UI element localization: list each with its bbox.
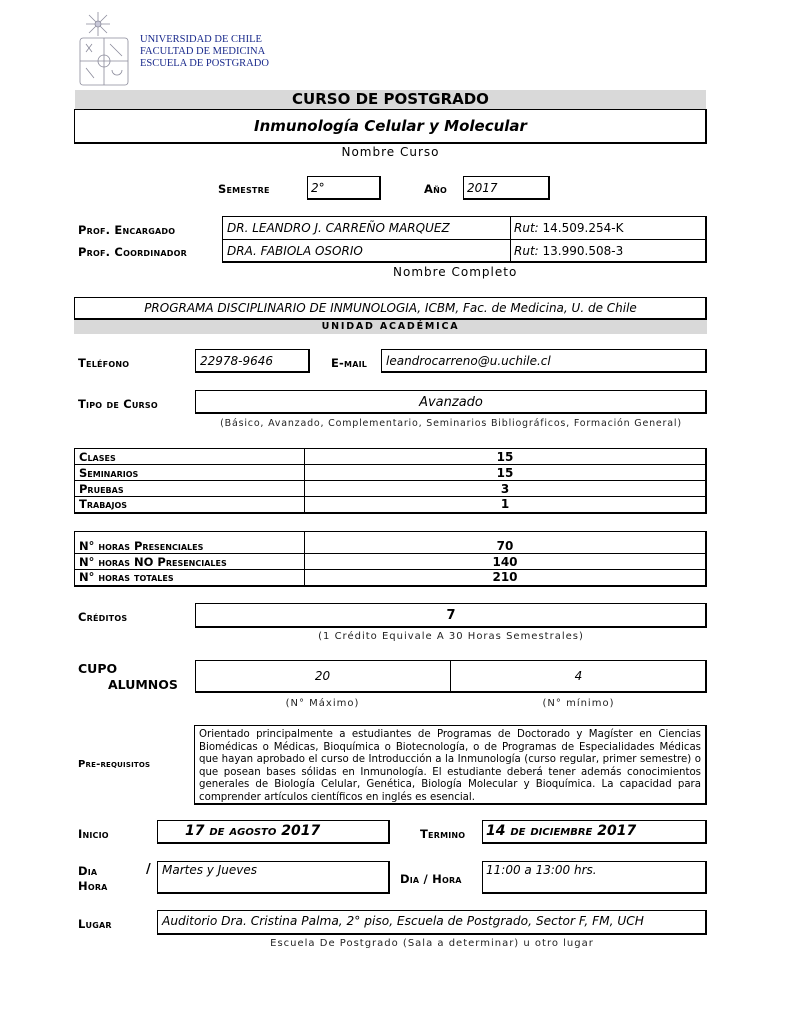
prof-encargado-label: Prof. Encargado <box>78 223 176 237</box>
email-label: E-mail <box>331 356 368 370</box>
cupo-max-caption: (N° Máximo) <box>285 698 360 709</box>
email-value: leandrocarreno@u.uchile.cl <box>386 354 551 368</box>
inicio-label: Inicio <box>78 827 109 841</box>
institution-line-faculty: FACULTAD DE MEDICINA <box>140 46 266 57</box>
unidad-value: PROGRAMA DISCIPLINARIO DE INMUNOLOGIA, ICBM, Fac. de Medicina, U. de Chile <box>144 301 637 315</box>
rut-value: 13.990.508-3 <box>542 244 624 258</box>
activity-label: Clases <box>75 449 305 465</box>
table-row <box>75 532 707 554</box>
professors-row-divider <box>222 239 707 240</box>
hours-value[interactable]: 140 <box>305 554 707 570</box>
prerequisitos-label: Pre-requisitos <box>78 759 151 770</box>
activity-label: Trabajos <box>75 497 305 513</box>
tipo-curso-caption: (Básico, Avanzado, Complementario, Seminarios Bibliográficos, Formación General) <box>220 418 682 429</box>
table-row <box>75 465 707 481</box>
telefono-value: 22978-9646 <box>200 354 274 368</box>
hours-label: N° horas NO Presenciales <box>75 554 305 570</box>
table-row <box>75 497 707 513</box>
termino-label: Termino <box>420 827 466 841</box>
semestre-value: 2° <box>311 181 325 195</box>
professors-col-divider <box>510 216 511 263</box>
hours-label: N° horas totales <box>75 570 305 586</box>
cupo-min-caption: (N° mínimo) <box>542 698 615 709</box>
table-row <box>75 554 707 570</box>
institution-name <box>140 34 269 70</box>
prof-encargado-name[interactable]: DR. LEANDRO J. CARREÑO MARQUEZ <box>227 221 450 235</box>
hours-value[interactable]: 210 <box>305 570 707 586</box>
inicio-month: de agosto <box>209 823 277 839</box>
table-row <box>75 449 707 465</box>
cupo-max-value[interactable]: 20 <box>314 669 331 683</box>
form-title: CURSO DE POSTGRADO <box>292 90 489 108</box>
dia-label-line2: Hora <box>78 879 108 893</box>
institution-line-university: UNIVERSIDAD DE CHILE <box>140 34 262 45</box>
telefono-label: Teléfono <box>78 356 130 370</box>
prof-coordinador-label: Prof. Coordinador <box>78 245 187 259</box>
activity-value[interactable]: 3 <box>305 481 707 497</box>
inicio-value <box>185 823 320 839</box>
course-name-caption: Nombre Curso <box>341 145 440 159</box>
termino-value <box>486 823 636 839</box>
table-row <box>75 570 707 586</box>
dia-label-line1: Dia <box>78 864 98 878</box>
hours-table <box>74 531 707 587</box>
rut-label: Rut: <box>514 221 539 235</box>
prerequisitos-field[interactable] <box>194 725 707 805</box>
termino-year: 2017 <box>597 823 637 839</box>
activities-table <box>74 448 707 514</box>
termino-month: de diciembre <box>510 823 593 839</box>
creditos-label: Créditos <box>78 610 128 624</box>
dia-value: Martes y Jueves <box>162 863 257 877</box>
creditos-caption: (1 Crédito Equivale A 30 Horas Semestrales) <box>318 631 584 642</box>
hours-label: N° horas Presenciales <box>75 532 305 554</box>
hours-value[interactable]: 70 <box>305 532 707 554</box>
lugar-caption: Escuela De Postgrado (Sala a determinar) u otro lugar <box>270 938 594 949</box>
diahora-label: Dia / Hora <box>400 872 462 886</box>
lugar-value: Auditorio Dra. Cristina Palma, 2° piso, Escuela de Postgrado, Sector F, FM, UCH <box>162 914 644 928</box>
professors-caption: Nombre Completo <box>393 265 518 279</box>
inicio-year: 2017 <box>281 823 321 839</box>
creditos-value: 7 <box>446 608 456 623</box>
lugar-label: Lugar <box>78 917 112 931</box>
prof-coordinador-rut[interactable] <box>514 244 623 258</box>
termino-day: 14 <box>486 823 506 839</box>
table-row <box>75 481 707 497</box>
activity-value[interactable]: 15 <box>305 449 707 465</box>
unidad-caption: UNIDAD ACADÉMICA <box>321 321 460 332</box>
university-crest-icon <box>78 10 130 88</box>
inicio-day: 17 <box>185 823 205 839</box>
cupo-label-line2: ALUMNOS <box>108 677 178 692</box>
prof-coordinador-name[interactable]: DRA. FABIOLA OSORIO <box>227 244 363 258</box>
cupo-label <box>78 661 178 693</box>
rut-value: 14.509.254-K <box>542 221 624 235</box>
activity-label: Pruebas <box>75 481 305 497</box>
cupo-label-line1: CUPO <box>78 661 118 676</box>
tipo-curso-value: Avanzado <box>419 395 483 410</box>
course-name: Inmunología Celular y Molecular <box>254 117 527 135</box>
prof-encargado-rut[interactable] <box>514 221 623 235</box>
hora-value: 11:00 a 13:00 hrs. <box>486 863 597 877</box>
activity-value[interactable]: 1 <box>305 497 707 513</box>
cupo-min-value[interactable]: 4 <box>574 669 583 683</box>
dia-label-slash: / <box>146 862 151 877</box>
activity-value[interactable]: 15 <box>305 465 707 481</box>
semestre-label: Semestre <box>218 182 270 196</box>
rut-label: Rut: <box>514 244 539 258</box>
activity-label: Seminarios <box>75 465 305 481</box>
institution-line-school: ESCUELA DE POSTGRADO <box>140 58 269 69</box>
anio-value: 2017 <box>467 181 498 195</box>
anio-label: Año <box>424 182 447 196</box>
prerequisitos-text: Orientado principalmente a estudiantes de Programas de Doctorado y Magíster en Ciencias Biomédicas o Médicas, Bioquímica o Biotecnología, o de Programas de Especialidades Médicas que hayan aprobado el curso de Introducción a la Inmunología (curso regular, primer semestre) o que posean bases sólidas en Inmunología. El estudiante deberá tener además conocimientos generales de Biología Celular, Genética, Biología Molecular y Bioquímica. La capacidad para comprender artículos científicos en inglés es esencial. <box>199 729 701 803</box>
tipo-curso-label: Tipo de Curso <box>78 397 158 411</box>
